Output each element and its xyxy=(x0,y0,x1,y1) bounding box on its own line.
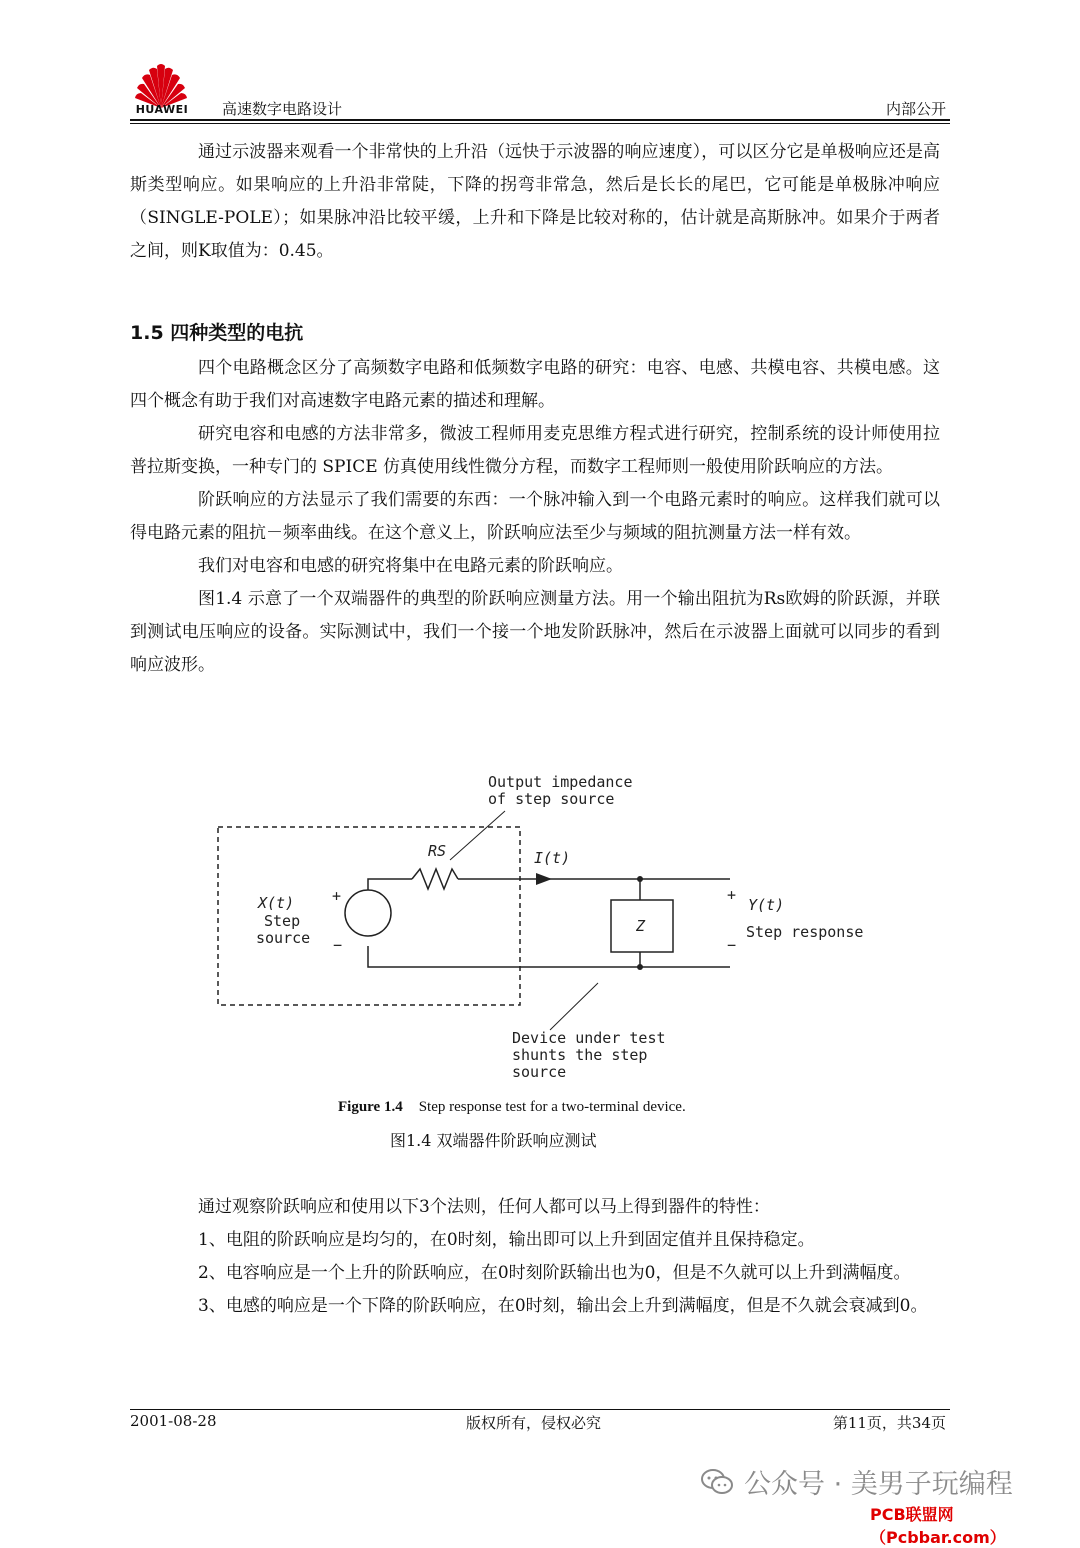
label-dut-3: source xyxy=(512,1063,567,1081)
dut-pointer xyxy=(550,983,598,1030)
label-response-1: Y(t) xyxy=(748,896,785,914)
footer-copyright: 版权所有，侵权必究 xyxy=(466,1414,602,1432)
section-paragraph: 阶跃响应的方法显示了我们需要的东西：一个脉冲输入到一个电路元素时的响应。这样我们就可以得电路元素的阻抗－频率曲线。在这个意义上，阶跃响应法至少与频域的阻抗测量方法一样有效。 xyxy=(130,490,940,543)
section-body xyxy=(130,352,940,682)
figure-caption-label: Figure 1.4 xyxy=(338,1099,403,1115)
label-minus-output: − xyxy=(727,936,737,954)
label-output-impedance-1: Output impedance xyxy=(488,773,633,791)
bottom-wire xyxy=(368,946,730,967)
label-plus-source: + xyxy=(332,887,342,905)
wechat-icon xyxy=(700,1468,734,1496)
classification-label: 内部公开 xyxy=(885,100,946,118)
label-current: I(t) xyxy=(534,849,571,867)
section-paragraph: 图1.4 示意了一个双端器件的典型的阶跃响应测量方法。用一个输出阻抗为Rs欧姆的阶跃源，并联到测试电压响应的设备。实际测试中，我们一个接一个地发阶跃脉冲，然后在示波器上面就可以同步的看到响应波形。 xyxy=(130,589,940,675)
resistor xyxy=(412,869,458,889)
section-paragraph: 我们对电容和电感的研究将集中在电路元素的阶跃响应。 xyxy=(198,556,623,576)
logo-text: HUAWEI xyxy=(135,103,189,116)
footer-page-number: 第11页，共34页 xyxy=(832,1414,946,1432)
label-response-2: Step response xyxy=(746,923,864,941)
header-rule-thin xyxy=(130,123,950,124)
intro-paragraph: 通过示波器来观看一个非常快的上升沿（远快于示波器的响应速度），可以区分它是单极响应还是高斯类型响应。如果响应的上升沿非常陡，下降的拐弯非常急，然后是长长的尾巴，它可能是单极脉冲响应（SINGLE-POLE）；如果脉冲沿比较平缓，上升和下降是比较对称的，估计就是高斯脉冲。如果介于两者之间，则K取值为：0.45。 xyxy=(130,142,940,261)
label-dut-1: Device under test xyxy=(512,1029,666,1047)
intro-block xyxy=(130,136,940,268)
document-title: 高速数字电路设计 xyxy=(222,100,343,118)
site-watermark: PCB联盟网（Pcbbar.com） xyxy=(866,1502,1080,1548)
rule-item: 3、电感的响应是一个下降的阶跃响应，在0时刻，输出会上升到满幅度，但是不久就会衰减到0。 xyxy=(198,1296,928,1316)
node-top xyxy=(637,876,643,882)
rules-block xyxy=(130,1191,940,1323)
label-source-3: source xyxy=(256,929,311,947)
label-plus-output: + xyxy=(727,886,737,904)
label-dut-2: shunts the step xyxy=(512,1046,648,1064)
section-paragraph: 四个电路概念区分了高频数字电路和低频数字电路的研究：电容、电感、共模电容、共模电感。这四个概念有助于我们对高速数字电路元素的描述和理解。 xyxy=(130,358,940,411)
section-paragraph: 研究电容和电感的方法非常多，微波工程师用麦克思维方程式进行研究，控制系统的设计师使用拉普拉斯变换，一种专门的 SPICE 仿真使用线性微分方程，而数字工程师则一般使用阶跃响应的方法。 xyxy=(130,424,940,477)
rules-intro: 通过观察阶跃响应和使用以下3个法则，任何人都可以马上得到器件的特性： xyxy=(198,1197,770,1217)
step-response-circuit-diagram xyxy=(200,768,900,1088)
label-output-impedance-2: of step source xyxy=(488,790,615,808)
node-bottom xyxy=(637,964,643,970)
header-rule xyxy=(130,119,950,121)
label-source-2: Step xyxy=(264,912,301,930)
footer-date: 2001-08-28 xyxy=(130,1412,217,1430)
label-minus-source: − xyxy=(333,936,343,954)
label-z: Z xyxy=(636,917,646,935)
figure-caption-text: Step response test for a two-terminal device. xyxy=(418,1099,686,1115)
rule-item: 2、电容响应是一个上升的阶跃响应，在0时刻阶跃输出也为0，但是不久就可以上升到满幅度。 xyxy=(198,1263,911,1283)
watermark-text: 公众号 · 美男子玩编程 xyxy=(744,1469,1013,1500)
step-source-symbol xyxy=(345,890,391,936)
impedance-pointer xyxy=(450,811,505,860)
wechat-watermark xyxy=(700,1462,1013,1501)
rule-item: 1、电阻的阶跃响应是均匀的，在0时刻，输出即可以上升到固定值并且保持稳定。 xyxy=(198,1230,815,1250)
figure-caption-english xyxy=(338,1099,686,1116)
label-rs: RS xyxy=(428,842,447,860)
label-source-1: X(t) xyxy=(258,894,295,912)
footer-rule xyxy=(130,1409,950,1410)
figure-caption-chinese: 图1.4 双端器件阶跃响应测试 xyxy=(390,1131,597,1150)
current-arrow xyxy=(536,873,552,885)
section-heading: 1.5 四种类型的电抗 xyxy=(130,322,304,344)
